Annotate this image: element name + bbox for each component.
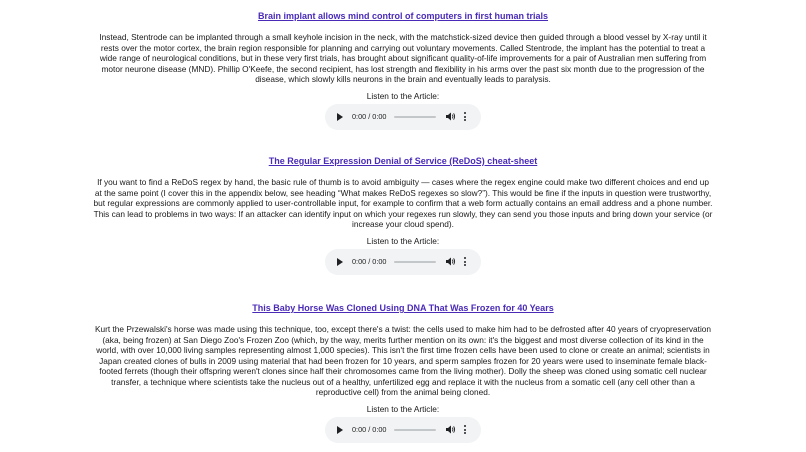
play-icon[interactable] [337, 426, 343, 434]
volume-icon-svg [446, 425, 456, 434]
more-vert-icon[interactable] [464, 112, 467, 121]
article-title-link[interactable]: The Regular Expression Denial of Service (ReDoS) cheat-sheet [268, 156, 538, 166]
article-title-link[interactable]: This Baby Horse Was Cloned Using DNA That Was Frozen for 40 Years [252, 303, 554, 313]
article-title-link[interactable]: Brain implant allows mind control of computers in first human trials [257, 11, 549, 21]
play-icon[interactable] [337, 113, 343, 121]
article-body: Kurt the Przewalski's horse was made using this technique, too, except there's a twist: the cells used to make him had to be defrosted after 40 years of cryopreservation (aka, being frozen) at San Diego Zoo's Frozen Zoo (which, by the way, merits further mention on its own: it's the biggest and most diverse collection of its kind in the world, with over 10,000 living samples representing almost 1,000 species). This isn't the first time frozen cells have been used to clone or create an animal; scientists in Japan created clones of bulls in 2009 using material that had been frozen for 10 years, and sperm samples frozen for 20 years were used to inseminate female black-footed ferrets (though their offspring weren't clones since half their chromosomes came from the living mother). Dolly the sheep was cloned using somatic cell nuclear transfer, a technique where scientists take the nucleus out of a healthy, unfertilized egg and replace it with the nucleus from a somatic cell (any cell other than a reproductive cell) from the animal being cloned. [94, 324, 712, 397]
audio-progress-bar[interactable] [394, 261, 436, 263]
listen-label: Listen to the Article: [366, 403, 440, 414]
volume-icon-svg [446, 112, 456, 121]
listen-label: Listen to the Article: [366, 90, 440, 101]
article [93, 10, 713, 130]
audio-progress-bar[interactable] [394, 429, 436, 431]
audio-player[interactable] [325, 249, 481, 275]
audio-progress-bar[interactable] [394, 116, 436, 118]
audio-time: 0:00 / 0:00 [352, 425, 387, 434]
volume-icon[interactable] [446, 425, 456, 434]
volume-icon[interactable] [446, 257, 456, 266]
more-vert-icon[interactable] [464, 257, 467, 266]
audio-player[interactable] [325, 104, 481, 130]
play-icon[interactable] [337, 258, 343, 266]
listen-label: Listen to the Article: [366, 235, 440, 246]
audio-time: 0:00 / 0:00 [352, 112, 387, 121]
audio-player[interactable] [325, 417, 481, 443]
more-vert-icon[interactable] [464, 425, 467, 434]
article-body: If you want to find a ReDoS regex by hand, the basic rule of thumb is to avoid ambiguity — cases where the regex engine could make two different choices and end up at the same point (I cover this in the appendix below, see heading “What makes ReDoS regexes so slow?”). This would be fine if the inputs in question were trustworthy, but regular expressions are commonly applied to user-controllable input, for example to confirm that a web form actually contains an email address and a phone number. This can lead to problems in two ways: If an attacker can identify input on which your regexes run slowly, they can send you those inputs and bring down your service (or increase your cloud spend). [93, 177, 713, 229]
article-body: Instead, Stentrode can be implanted through a small keyhole incision in the neck, with the matchstick-sized device then guided through a blood vessel by X-ray until it rests over the motor cortex, the brain region responsible for planning and carrying out voluntary movements. Called Stentrode, the implant has the potential to treat a wide range of neurological conditions, but in these very first trials, has brought about significant quality-of-life improvements for a pair of Australian men suffering from motor neurone disease (MND). Phillip O'Keefe, the second recipient, has lost strength and flexibility in his arms over the past six month due to the progression of the disease, which slowly kills neurons in the brain and eventually leads to paralysis. [99, 32, 707, 84]
volume-icon-svg [446, 257, 456, 266]
article [93, 302, 713, 443]
volume-icon[interactable] [446, 112, 456, 121]
audio-time: 0:00 / 0:00 [352, 257, 387, 266]
article [93, 155, 713, 275]
